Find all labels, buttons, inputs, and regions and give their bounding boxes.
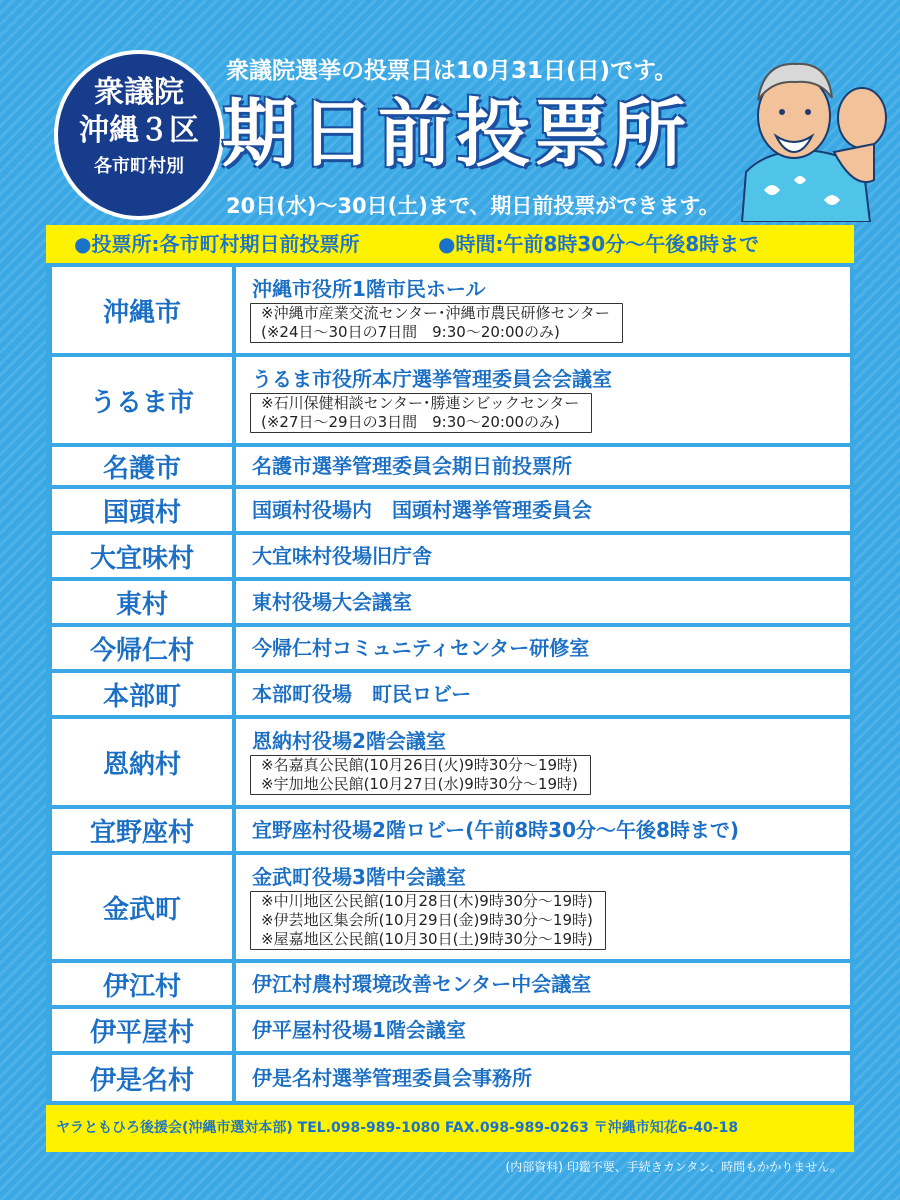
city-name: 恩納村 bbox=[52, 719, 232, 805]
polling-station-panel bbox=[46, 225, 854, 1152]
table-row bbox=[52, 581, 850, 623]
early-voting-period-text: 20日(水)～30日(土)まで、期日前投票ができます。 bbox=[226, 194, 720, 218]
city-name: 沖縄市 bbox=[52, 267, 232, 353]
city-name: 伊是名村 bbox=[52, 1055, 232, 1101]
city-name: 国頭村 bbox=[52, 489, 232, 531]
city-name: 名護市 bbox=[52, 447, 232, 485]
venue-cell bbox=[236, 809, 850, 851]
venue-note: ※沖縄市産業交流センター･沖縄市農民研修センター bbox=[261, 304, 610, 322]
mascot-pointing-illustration bbox=[724, 40, 894, 222]
city-name: 金武町 bbox=[52, 855, 232, 959]
venue-name: 伊是名村選挙管理委員会事務所 bbox=[252, 1066, 532, 1090]
city-name: 大宜味村 bbox=[52, 535, 232, 577]
venue-notes bbox=[250, 755, 591, 795]
city-name: 伊平屋村 bbox=[52, 1009, 232, 1051]
venue-notes bbox=[250, 891, 606, 950]
polling-station-table bbox=[46, 263, 854, 1105]
venue-cell bbox=[236, 447, 850, 485]
polling-hours-info: ●時間:午前8時30分～午後8時まで bbox=[438, 232, 760, 256]
venue-note: ※名嘉真公民館(10月26日(火)9時30分～19時) bbox=[261, 756, 578, 774]
venue-name: うるま市役所本庁選挙管理委員会会議室 bbox=[252, 367, 612, 391]
table-row bbox=[52, 447, 850, 485]
table-row bbox=[52, 1055, 850, 1101]
city-name: うるま市 bbox=[52, 357, 232, 443]
election-day-text: 衆議院選挙の投票日は10月31日(日)です。 bbox=[226, 58, 678, 84]
table-row bbox=[52, 535, 850, 577]
venue-cell bbox=[236, 489, 850, 531]
info-bar bbox=[46, 225, 854, 263]
venue-cell bbox=[236, 267, 850, 353]
table-row bbox=[52, 963, 850, 1005]
table-row bbox=[52, 719, 850, 805]
badge-line-1: 衆議院 bbox=[94, 75, 184, 110]
badge-line-3: 各市町村別 bbox=[94, 156, 184, 177]
city-name: 伊江村 bbox=[52, 963, 232, 1005]
city-name: 今帰仁村 bbox=[52, 627, 232, 669]
venue-note: (※27日～29日の3日間 9:30～20:00のみ) bbox=[261, 413, 560, 431]
venue-name: 金武町役場3階中会議室 bbox=[252, 864, 466, 889]
venue-name: 今帰仁村コミュニティセンター研修室 bbox=[252, 636, 590, 660]
venue-note: ※屋嘉地区公民館(10月30日(土)9時30分～19時) bbox=[261, 929, 593, 948]
venue-cell bbox=[236, 535, 850, 577]
city-name: 東村 bbox=[52, 581, 232, 623]
venue-name: 東村役場大会議室 bbox=[252, 590, 412, 614]
venue-cell bbox=[236, 673, 850, 715]
city-name: 宜野座村 bbox=[52, 809, 232, 851]
table-row bbox=[52, 1009, 850, 1051]
venue-name: 国頭村役場内 国頭村選挙管理委員会 bbox=[252, 498, 592, 522]
badge-line-2: 沖縄３区 bbox=[79, 113, 199, 148]
contact-info: ヤラともひろ後援会(沖縄市選対本部) TEL.098-989-1080 FAX.098-989-0263 〒沖縄市知花6-40-18 bbox=[56, 1120, 739, 1136]
venue-notes bbox=[250, 393, 592, 433]
bottom-note: (内部資料) 印鑑不要、手続きカンタン、時間もかかりません。 bbox=[505, 1160, 842, 1174]
venue-name: 名護市選挙管理委員会期日前投票所 bbox=[252, 454, 572, 478]
venue-name: 恩納村役場2階会議室 bbox=[252, 729, 446, 753]
polling-place-info: ●投票所:各市町村期日前投票所 bbox=[74, 232, 360, 256]
venue-cell bbox=[236, 1009, 850, 1051]
venue-note: ※宇加地公民館(10月27日(水)9時30分～19時) bbox=[261, 775, 578, 793]
venue-note: (※24日～30日の7日間 9:30～20:00のみ) bbox=[261, 323, 560, 341]
page-title: 期日前投票所 bbox=[222, 91, 690, 177]
venue-cell bbox=[236, 963, 850, 1005]
venue-name: 伊江村農村環境改善センター中会議室 bbox=[252, 972, 592, 996]
table-row bbox=[52, 489, 850, 531]
venue-cell bbox=[236, 855, 850, 959]
venue-note: ※中川地区公民館(10月28日(木)9時30分～19時) bbox=[261, 891, 593, 910]
table-row bbox=[52, 627, 850, 669]
venue-name: 沖縄市役所1階市民ホール bbox=[252, 277, 486, 301]
table-row bbox=[52, 855, 850, 959]
table-row bbox=[52, 267, 850, 353]
district-badge bbox=[58, 54, 220, 216]
venue-name: 宜野座村役場2階ロビー(午前8時30分～午後8時まで) bbox=[252, 818, 740, 842]
venue-cell bbox=[236, 357, 850, 443]
city-name: 本部町 bbox=[52, 673, 232, 715]
venue-name: 大宜味村役場旧庁舎 bbox=[252, 544, 432, 568]
contact-footer bbox=[46, 1105, 854, 1152]
venue-cell bbox=[236, 719, 850, 805]
table-row bbox=[52, 357, 850, 443]
table-row bbox=[52, 809, 850, 851]
venue-note: ※伊芸地区集会所(10月29日(金)9時30分～19時) bbox=[261, 910, 593, 929]
venue-notes bbox=[250, 303, 623, 343]
venue-name: 伊平屋村役場1階会議室 bbox=[252, 1018, 466, 1042]
table-row bbox=[52, 673, 850, 715]
venue-cell bbox=[236, 581, 850, 623]
venue-cell bbox=[236, 1055, 850, 1101]
venue-name: 本部町役場 町民ロビー bbox=[252, 682, 472, 706]
venue-note: ※石川保健相談センター･勝連シビックセンター bbox=[261, 394, 580, 412]
venue-cell bbox=[236, 627, 850, 669]
